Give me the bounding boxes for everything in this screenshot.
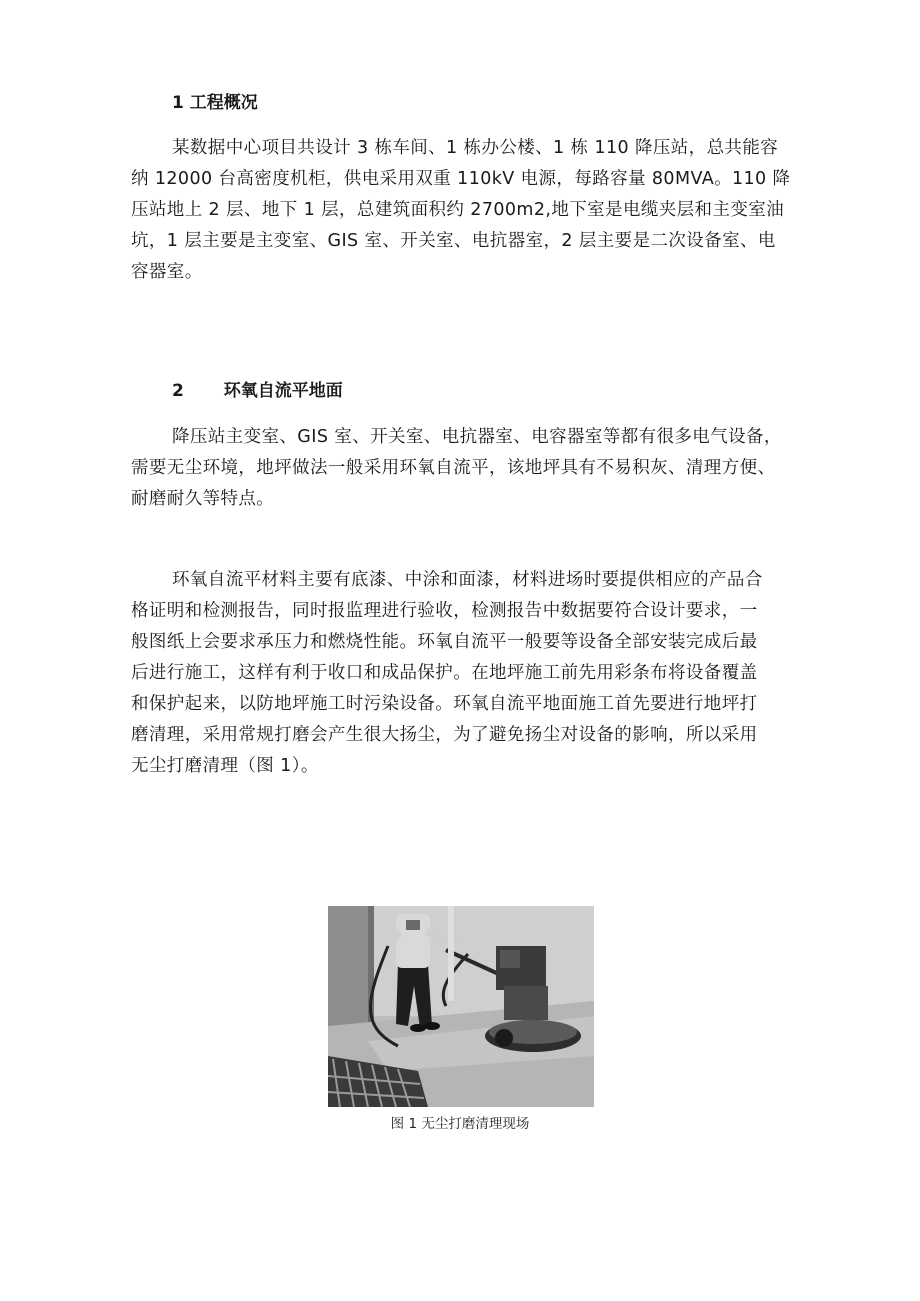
paragraph-line: 某数据中心项目共设计 3 栋车间、1 栋办公楼、1 栋 110 降压站，总共能容 bbox=[172, 138, 779, 158]
paragraph-line: 般图纸上会要求承压力和燃烧性能。环氧自流平一般要等设备全部安装完成后最 bbox=[131, 632, 758, 652]
paragraph-line: 耐磨耐久等特点。 bbox=[131, 489, 275, 509]
section-2-paragraph-1 bbox=[131, 422, 803, 515]
section-2-title: 环氧自流平地面 bbox=[223, 381, 343, 401]
paragraph-line: 容器室。 bbox=[131, 262, 203, 282]
grinding-photo-illustration bbox=[328, 906, 594, 1107]
section-2-paragraph-2 bbox=[131, 565, 803, 782]
figure-caption: 图 1 无尘打磨清理现场 bbox=[390, 1116, 530, 1132]
section-1-paragraph bbox=[131, 133, 803, 288]
figure-photo bbox=[328, 906, 594, 1107]
section-2-heading bbox=[172, 380, 343, 402]
paragraph-line: 需要无尘环境，地坪做法一般采用环氧自流平，该地坪具有不易积灰、清理方便、 bbox=[131, 458, 776, 478]
section-1-heading: 1 工程概况 bbox=[172, 93, 258, 113]
paragraph-line: 和保护起来，以防地坪施工时污染设备。环氧自流平地面施工首先要进行地坪打 bbox=[131, 694, 758, 714]
section-2-number: 2 bbox=[172, 381, 184, 401]
paragraph-line: 纳 12000 台高密度机柜，供电采用双重 110kV 电源，每路容量 80MVA。110 降 bbox=[131, 169, 791, 189]
paragraph-line: 无尘打磨清理（图 1）。 bbox=[131, 756, 319, 776]
paragraph-line: 后进行施工，这样有利于收口和成品保护。在地坪施工前先用彩条布将设备覆盖 bbox=[131, 663, 758, 683]
paragraph-line: 坑，1 层主要是主变室、GIS 室、开关室、电抗器室，2 层主要是二次设备室、电 bbox=[131, 231, 776, 251]
paragraph-line: 降压站主变室、GIS 室、开关室、电抗器室、电容器室等都有很多电气设备， bbox=[172, 427, 782, 447]
paragraph-line: 格证明和检测报告，同时报监理进行验收，检测报告中数据要符合设计要求，一 bbox=[131, 601, 758, 621]
paragraph-line: 磨清理，采用常规打磨会产生很大扬尘，为了避免扬尘对设备的影响，所以采用 bbox=[131, 725, 758, 745]
paragraph-line: 环氧自流平材料主要有底漆、中涂和面漆，材料进场时要提供相应的产品合 bbox=[172, 570, 763, 590]
paragraph-line: 压站地上 2 层、地下 1 层，总建筑面积约 2700m2,地下室是电缆夹层和主变室油 bbox=[131, 200, 785, 220]
